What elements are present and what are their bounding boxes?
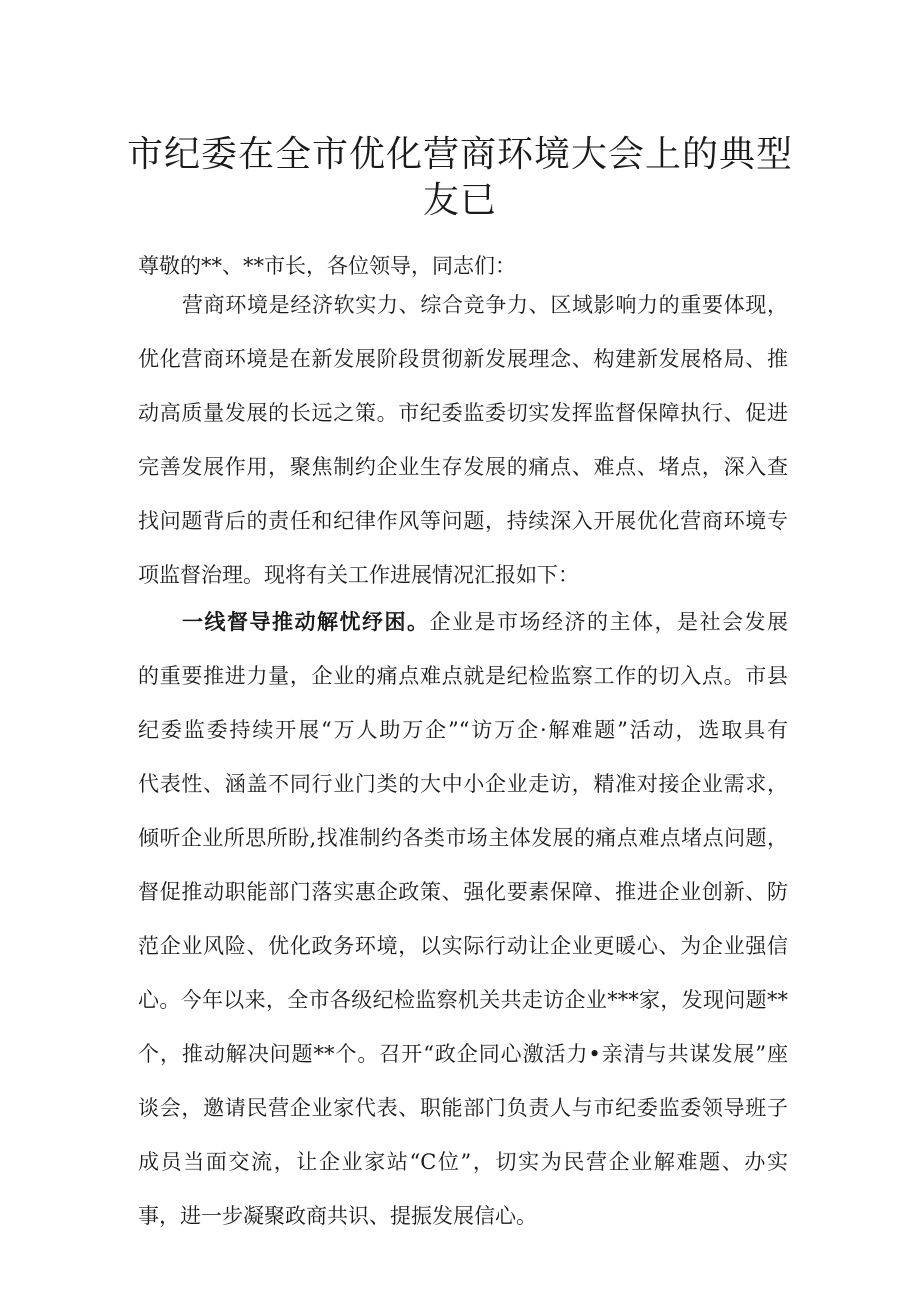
paragraph-line: 动高质量发展的长远之策。市纪委监委切实发挥监督保障执行、促进 [138, 401, 788, 425]
paragraph-line: 营商环境是经济软实力、综合竞争力、区域影响力的重要体现， [182, 293, 788, 317]
paragraph-line: 优化营商环境是在新发展阶段贯彻新发展理念、构建新发展格局、推 [138, 347, 788, 371]
paragraph-line: 完善发展作用，聚焦制约企业生存发展的痛点、难点、堵点，深入查 [138, 455, 788, 479]
salutation: 尊敬的**、**市长，各位领导，同志们： [138, 254, 516, 278]
paragraph-line: 找问题背后的责任和纪律作风等问题，持续深入开展优化营商环境专 [138, 509, 788, 533]
paragraph-intro [138, 278, 788, 602]
document-title-line-2: 友已 [422, 180, 497, 221]
document-title-line-1: 市纪委在全市优化营商环境大会上的典型 [126, 134, 793, 175]
section-heading: 一线督导推动解忧纾困。 [182, 609, 430, 634]
paragraph-first-line [138, 595, 788, 649]
paragraph-line: 成员当面交流，让企业家站“C位”，切实为民营企业解难题、办实 [138, 1150, 788, 1174]
paragraph-section-1 [138, 595, 788, 1243]
paragraph-line: 谈会，邀请民营企业家代表、职能部门负责人与市纪委监委领导班子 [138, 1096, 788, 1120]
paragraph-line: 倾听企业所思所盼,找准制约各类市场主体发展的痛点难点堵点问题， [138, 826, 788, 850]
paragraph-text: 企业是市场经济的主体，是社会发展 [429, 610, 788, 634]
paragraph-line: 纪委监委持续开展“万人助万企”“访万企·解难题”活动，选取具有 [138, 718, 788, 742]
paragraph-line: 的重要推进力量，企业的痛点难点就是纪检监察工作的切入点。市县 [138, 664, 788, 688]
paragraph-line: 督促推动职能部门落实惠企政策、强化要素保障、推进企业创新、防 [138, 880, 788, 904]
paragraph-line: 心。今年以来，全市各级纪检监察机关共走访企业***家，发现问题** [138, 988, 788, 1012]
paragraph-line: 项监督治理。现将有关工作进展情况汇报如下： [138, 563, 579, 587]
paragraph-line: 代表性、涵盖不同行业门类的大中小企业走访，精准对接企业需求， [138, 772, 788, 796]
paragraph-line: 个，推动解决问题**个。召开“政企同心激活力•亲清与共谋发展”座 [138, 1042, 788, 1066]
paragraph-line: 事，进一步凝聚政商共识、提振发展信心。 [138, 1204, 537, 1228]
paragraph-line: 范企业风险、优化政务环境，以实际行动让企业更暖心、为企业强信 [138, 934, 788, 958]
